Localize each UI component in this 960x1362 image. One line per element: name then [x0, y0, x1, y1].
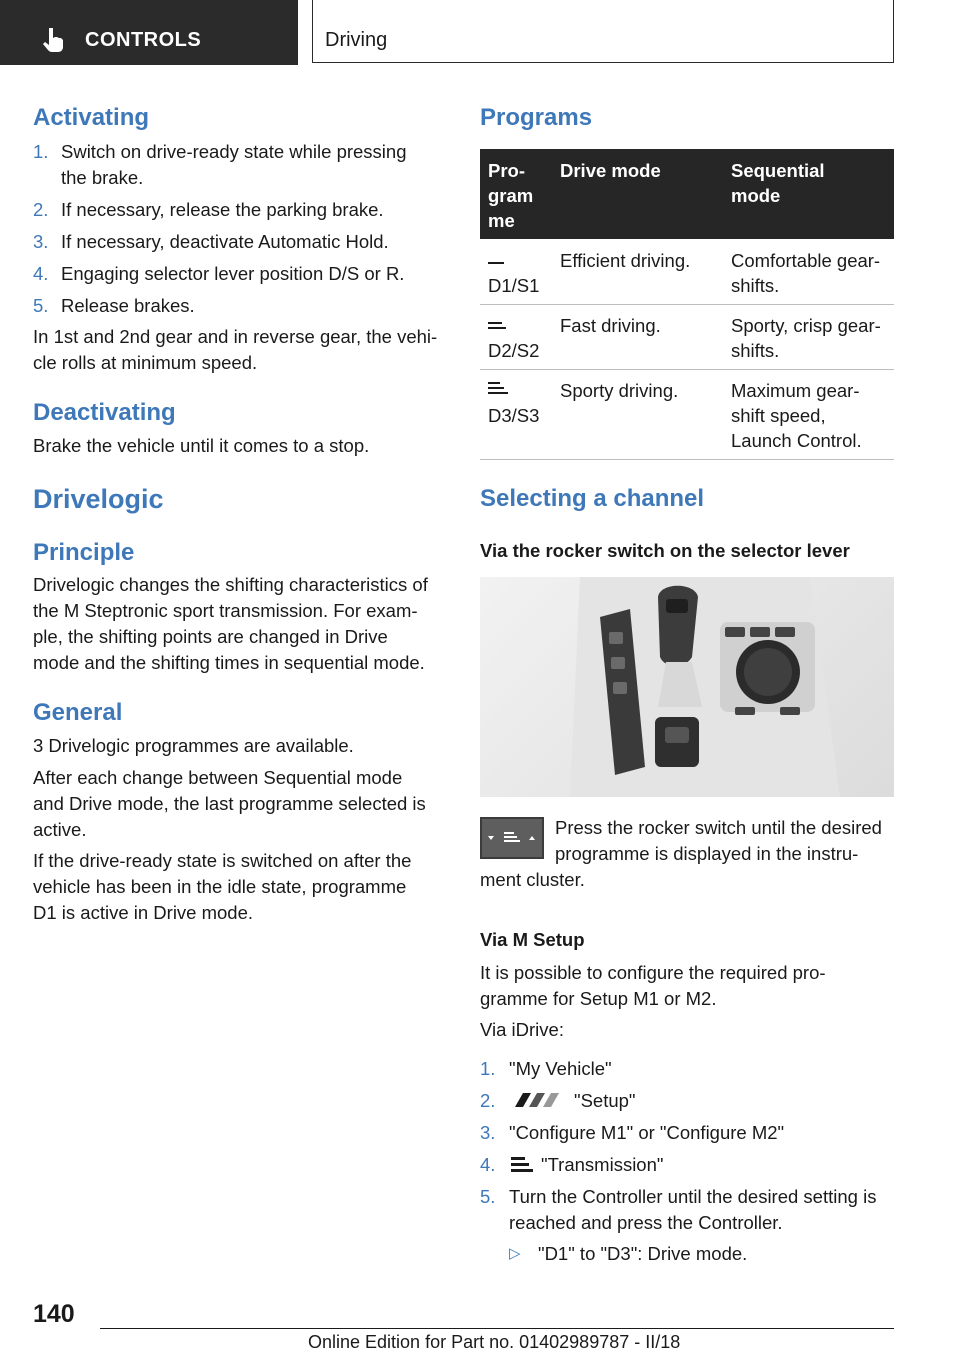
column-header-sequential: mode — [731, 185, 781, 206]
step-text: "Transmission" — [541, 1154, 664, 1175]
deactivating-heading: Deactivating — [33, 399, 176, 426]
step-text: Switch on drive-ready state while pressing — [61, 141, 407, 162]
footer-divider — [100, 1328, 894, 1329]
paragraph: Press the rocker switch until the desired — [555, 817, 882, 838]
step-text: reached and press the Controller. — [509, 1212, 783, 1233]
three-bar-program-icon — [488, 382, 510, 396]
column-header-drive: Drive mode — [560, 160, 661, 181]
step-number: 3. — [480, 1122, 496, 1143]
step-text: Release brakes. — [61, 295, 195, 316]
step-number: 2. — [33, 199, 49, 220]
paragraph: vehicle has been in the idle state, programme — [33, 876, 407, 897]
paragraph: It is possible to configure the required pro‐ — [480, 962, 826, 983]
column-header-program: gram — [488, 185, 534, 206]
paragraph: If the drive-ready state is switched on after the — [33, 850, 412, 871]
step-number: 1. — [480, 1058, 496, 1079]
table-cell-sequential: Maximum gear‐ — [731, 380, 860, 401]
step-text: Turn the Controller until the desired setting is — [509, 1186, 877, 1207]
step-text: "My Vehicle" — [509, 1058, 612, 1079]
chapter-title: Driving — [325, 29, 388, 51]
paragraph: programme is displayed in the instru‐ — [555, 843, 859, 864]
step-number: 4. — [33, 263, 49, 284]
column-header-sequential: Sequential — [731, 160, 825, 181]
table-cell-program: D3/S3 — [488, 405, 540, 426]
hand-pointer-icon — [40, 26, 66, 52]
principle-heading: Principle — [33, 539, 135, 566]
chapter-tab — [312, 0, 894, 63]
rocker-switch-icon — [480, 817, 544, 859]
selector-lever-photo — [480, 577, 894, 797]
drivelogic-heading: Drivelogic — [33, 484, 164, 514]
paragraph: and Drive mode, the last programme selected is — [33, 793, 426, 814]
table-cell-drive: Efficient driving. — [560, 250, 691, 271]
paragraph: Via iDrive: — [480, 1019, 564, 1040]
table-cell-sequential: Launch Control. — [731, 430, 862, 451]
channel-heading: Selecting a channel — [480, 485, 705, 512]
row-divider — [480, 459, 894, 460]
paragraph: ple, the shifting points are changed in Drive — [33, 626, 388, 647]
paragraph: ment cluster. — [480, 869, 585, 890]
table-cell-drive: Sporty driving. — [560, 380, 679, 401]
paragraph: mode and the shifting times in sequential mode. — [33, 652, 425, 673]
subheading-setup: Via M Setup — [480, 929, 585, 950]
two-bar-program-icon — [488, 317, 510, 331]
paragraph: gramme for Setup M1 or M2. — [480, 988, 717, 1009]
step-number: 1. — [33, 141, 49, 162]
section-title: CONTROLS — [85, 29, 202, 51]
bullet-text: "D1" to "D3": Drive mode. — [538, 1243, 748, 1264]
table-cell-program: D2/S2 — [488, 340, 540, 361]
step-number: 5. — [33, 295, 49, 316]
step-number: 5. — [480, 1186, 496, 1207]
row-divider — [480, 304, 894, 305]
column-header-program: Pro‐ — [488, 160, 525, 181]
table-cell-sequential: Comfortable gear‐ — [731, 250, 881, 271]
paragraph: D1 is active in Drive mode. — [33, 902, 254, 923]
step-number: 3. — [33, 231, 49, 252]
step-text: "Configure M1" or "Configure M2" — [509, 1122, 785, 1143]
general-heading: General — [33, 699, 123, 726]
footer-edition: Online Edition for Part no. 01402989787 - II/18 — [308, 1332, 681, 1352]
table-cell-sequential: Sporty, crisp gear‐ — [731, 315, 881, 336]
table-cell-drive: Fast driving. — [560, 315, 661, 336]
paragraph: 3 Drivelogic programmes are available. — [33, 735, 354, 756]
step-text: If necessary, release the parking brake. — [61, 199, 384, 220]
paragraph: In 1st and 2nd gear and in reverse gear, the vehi‐ — [33, 326, 438, 347]
table-cell-sequential: shift speed, — [731, 405, 826, 426]
paragraph: Drivelogic changes the shifting characteristics of — [33, 574, 428, 595]
step-number: 2. — [480, 1090, 496, 1111]
table-header — [480, 149, 894, 239]
paragraph: active. — [33, 819, 87, 840]
row-divider — [480, 369, 894, 370]
transmission-icon — [509, 1155, 535, 1173]
paragraph: Brake the vehicle until it comes to a stop. — [33, 435, 370, 456]
table-cell-sequential: shifts. — [731, 275, 780, 296]
activating-heading: Activating — [33, 104, 150, 131]
step-text: "Setup" — [574, 1090, 636, 1111]
page-number: 140 — [33, 1300, 75, 1328]
bullet-marker: ▷ — [509, 1245, 521, 1262]
table-cell-sequential: shifts. — [731, 340, 780, 361]
programs-heading: Programs — [480, 104, 593, 131]
paragraph: cle rolls at minimum speed. — [33, 352, 258, 373]
step-text: Engaging selector lever position D/S or R. — [61, 263, 405, 284]
paragraph: After each change between Sequential mode — [33, 767, 403, 788]
step-text: the brake. — [61, 167, 144, 188]
step-number: 4. — [480, 1154, 496, 1175]
column-header-program: me — [488, 210, 515, 231]
subheading-rocker: Via the rocker switch on the selector lever — [480, 540, 850, 561]
one-bar-program-icon — [488, 252, 510, 266]
paragraph: the M Steptronic sport transmission. For exam‐ — [33, 600, 418, 621]
m-stripes-icon — [509, 1091, 565, 1109]
step-text: If necessary, deactivate Automatic Hold. — [61, 231, 389, 252]
table-cell-program: D1/S1 — [488, 275, 540, 296]
